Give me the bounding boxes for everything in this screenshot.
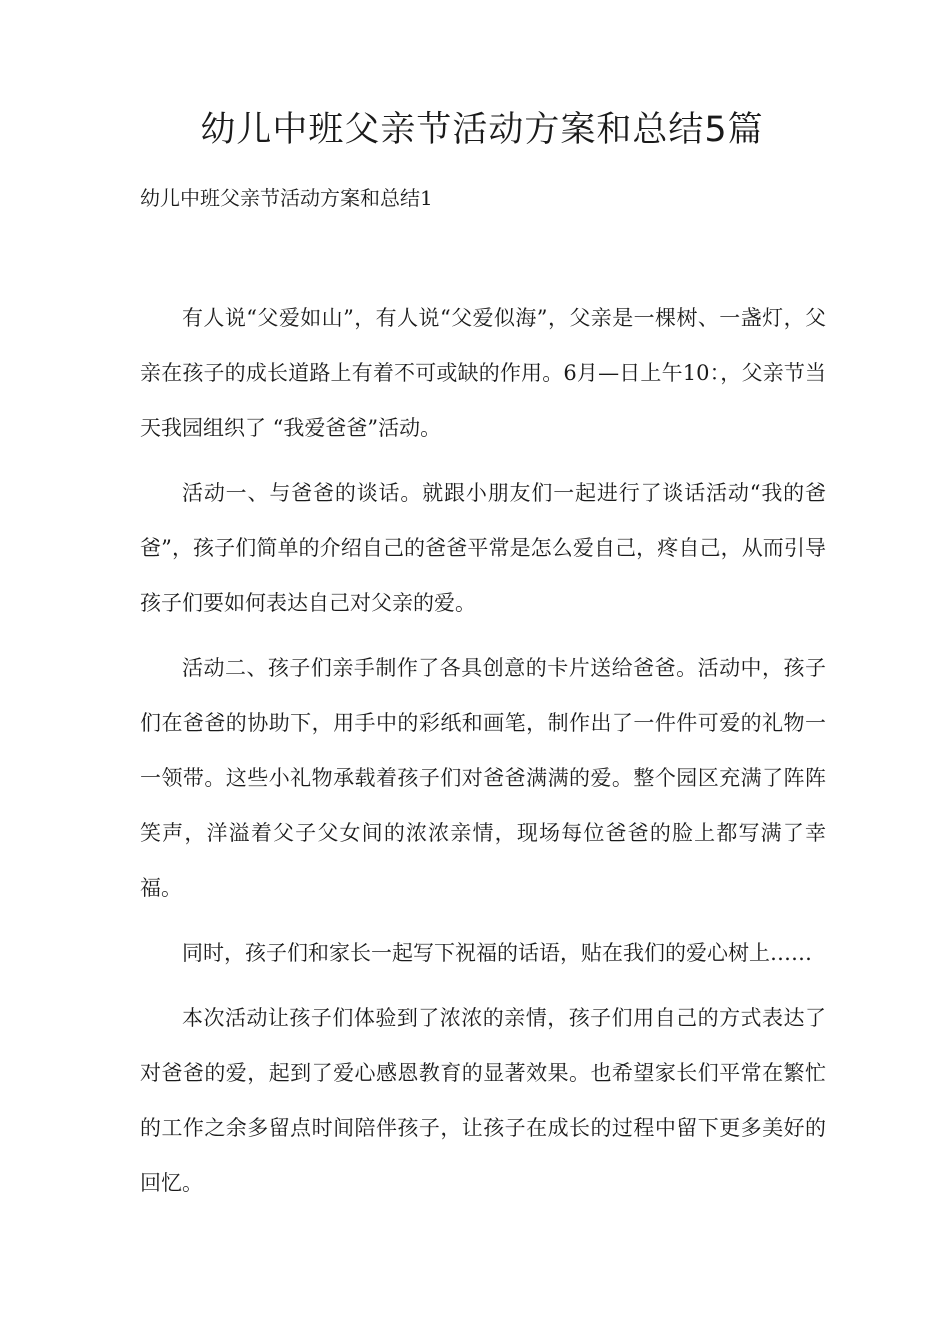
section-heading: 幼儿中班父亲节活动方案和总结1 xyxy=(140,186,433,210)
document-title: 幼儿中班父亲节活动方案和总结5篇 xyxy=(200,110,764,150)
paragraph-4: 同时，孩子们和家长一起写下祝福的话语，贴在我们的爱心树上…… xyxy=(182,941,812,965)
paragraph-1: 有人说“父爱如山”，有人说“父爱似海”，父亲是一棵树、一盏灯，父亲在孩子的成长道路上有着不可或缺的作用。6月—日上午10：，父亲节当天我园组织了 “我爱爸爸”活动。 xyxy=(140,306,826,440)
document-body xyxy=(140,291,826,1221)
paragraph-2: 活动一、与爸爸的谈话。就跟小朋友们一起进行了谈话活动“我的爸爸”，孩子们简单的介绍自己的爸爸平常是怎么爱自己，疼自己，从而引导孩子们要如何表达自己对父亲的爱。 xyxy=(140,481,826,615)
paragraph-5: 本次活动让孩子们体验到了浓浓的亲情，孩子们用自己的方式表达了对爸爸的爱，起到了爱心感恩教育的显著效果。也希望家长们平常在繁忙的工作之余多留点时间陪伴孩子，让孩子在成长的过程中留下更多美好的回忆。 xyxy=(140,1006,826,1195)
paragraph-3: 活动二、孩子们亲手制作了各具创意的卡片送给爸爸。活动中，孩子们在爸爸的协助下，用手中的彩纸和画笔，制作出了一件件可爱的礼物一一领带。这些小礼物承载着孩子们对爸爸满满的爱。整个园区充满了阵阵笑声，洋溢着父子父女间的浓浓亲情，现场每位爸爸的脸上都写满了幸福。 xyxy=(140,656,826,900)
